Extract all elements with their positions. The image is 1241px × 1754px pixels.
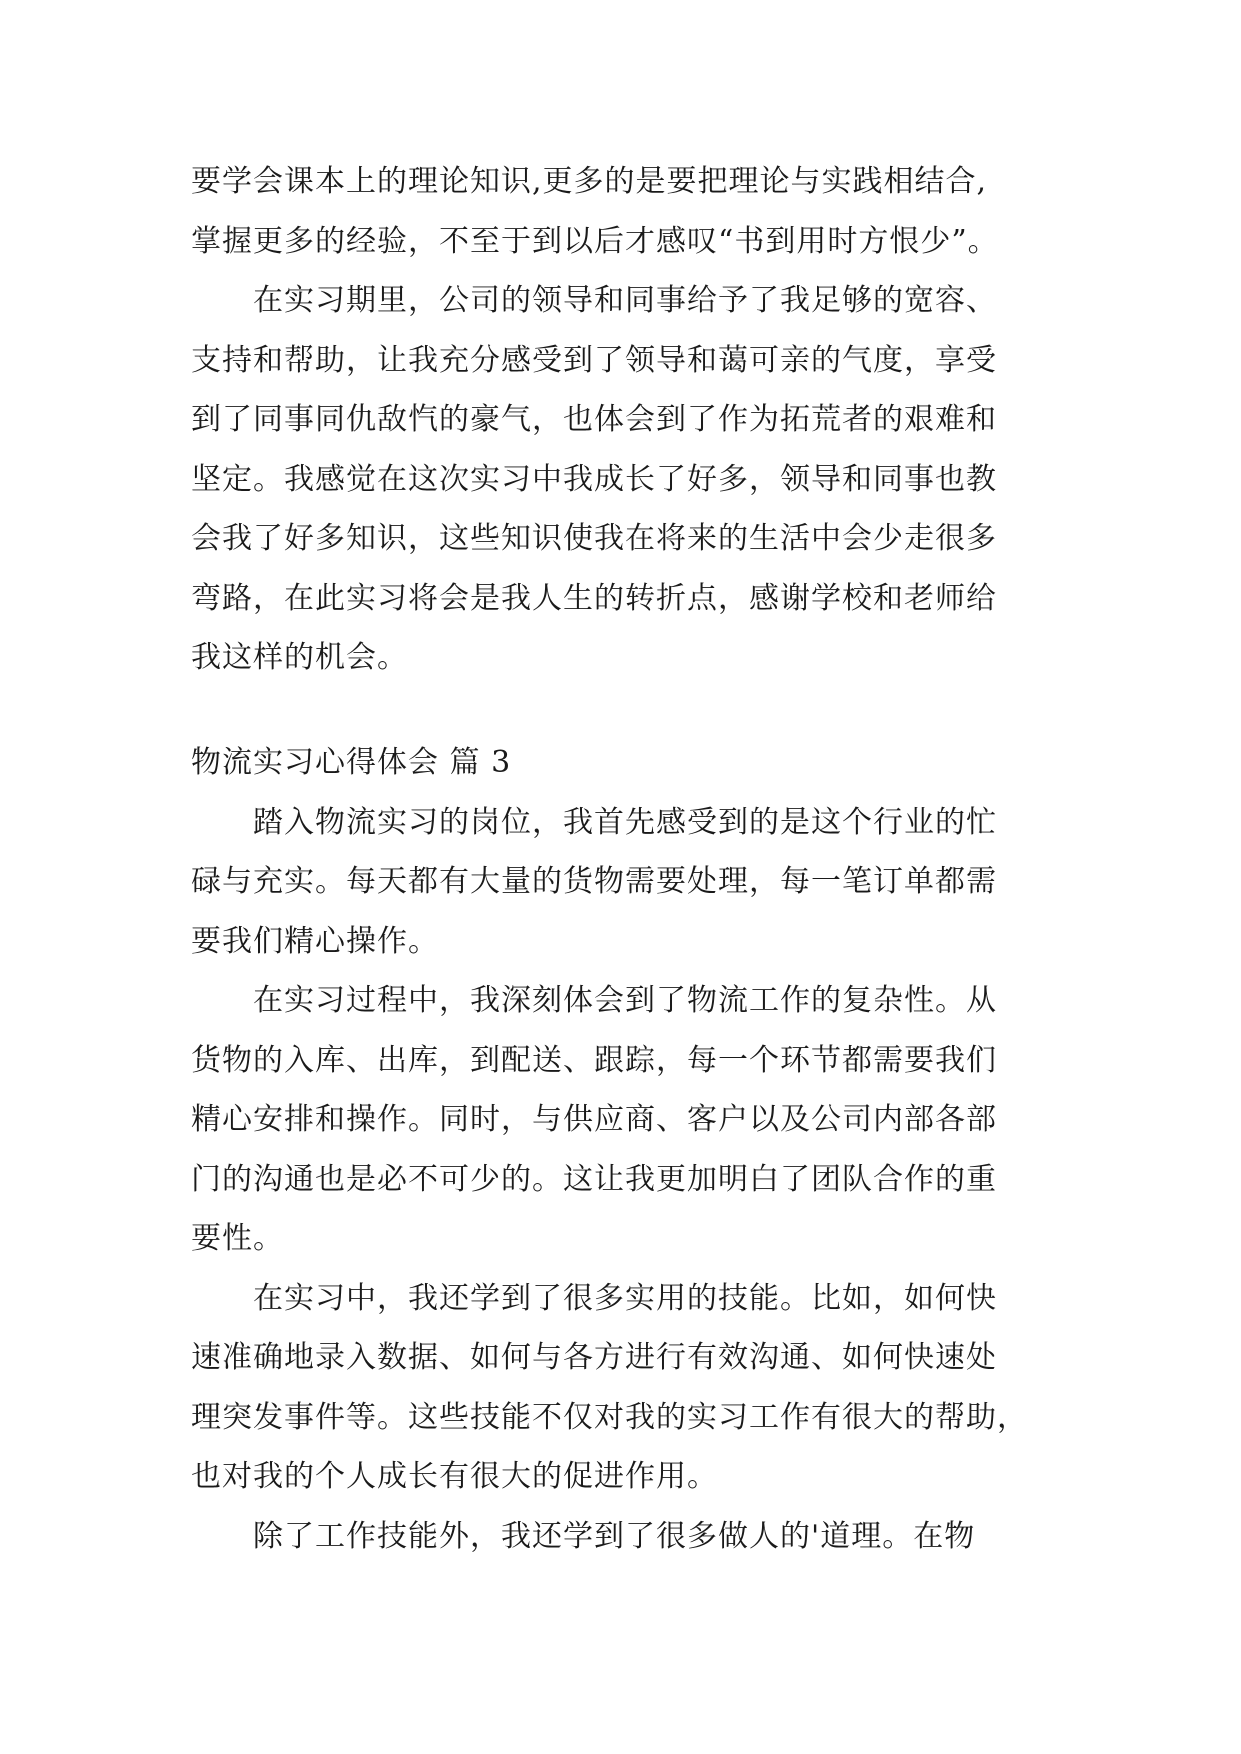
paragraph-line: 到了同事同仇敌忾的豪气，也体会到了作为拓荒者的艰难和: [191, 402, 997, 437]
section-heading: 物流实习心得体会 篇 3: [191, 745, 512, 780]
paragraph-first-line: 在实习过程中，我深刻体会到了物流工作的复杂性。从: [253, 983, 997, 1018]
paragraph-first-line: 除了工作技能外，我还学到了很多做人的'道理。在物: [253, 1519, 976, 1554]
paragraph-line: 会我了好多知识，这些知识使我在将来的生活中会少走很多: [191, 521, 997, 556]
paragraph-first-line: 在实习中，我还学到了很多实用的技能。比如，如何快: [253, 1281, 997, 1316]
paragraph-line: 坚定。我感觉在这次实习中我成长了好多，领导和同事也教: [191, 462, 997, 497]
paragraph-line: 精心安排和操作。同时，与供应商、客户以及公司内部各部: [191, 1102, 997, 1137]
paragraph-line: 弯路，在此实习将会是我人生的转折点，感谢学校和老师给: [191, 581, 997, 616]
paragraph-line: 速准确地录入数据、如何与各方进行有效沟通、如何快速处: [191, 1340, 997, 1375]
paragraph-line: 掌握更多的经验，不至于到以后才感叹“书到用时方恨少”。: [191, 224, 999, 259]
paragraph-line: 碌与充实。每天都有大量的货物需要处理，每一笔订单都需: [191, 864, 997, 899]
paragraph-line: 货物的入库、出库，到配送、跟踪，每一个环节都需要我们: [191, 1043, 997, 1078]
paragraph-line: 支持和帮助，让我充分感受到了领导和蔼可亲的气度，享受: [191, 343, 997, 378]
paragraph-line: 理突发事件等。这些技能不仅对我的实习工作有很大的帮助，: [191, 1400, 1028, 1435]
paragraph-line: 我这样的机会。: [191, 640, 408, 675]
paragraph-line: 要我们精心操作。: [191, 924, 439, 959]
paragraph-line: 要学会课本上的理论知识,更多的是要把理论与实践相结合,: [191, 164, 988, 199]
paragraph-line: 门的沟通也是必不可少的。这让我更加明白了团队合作的重: [191, 1162, 997, 1197]
paragraph-line: 也对我的个人成长有很大的促进作用。: [191, 1459, 718, 1494]
paragraph-first-line: 踏入物流实习的岗位，我首先感受到的是这个行业的忙: [253, 805, 997, 840]
paragraph-first-line: 在实习期里，公司的领导和同事给予了我足够的宽容、: [253, 283, 997, 318]
paragraph-line: 要性。: [191, 1221, 284, 1256]
